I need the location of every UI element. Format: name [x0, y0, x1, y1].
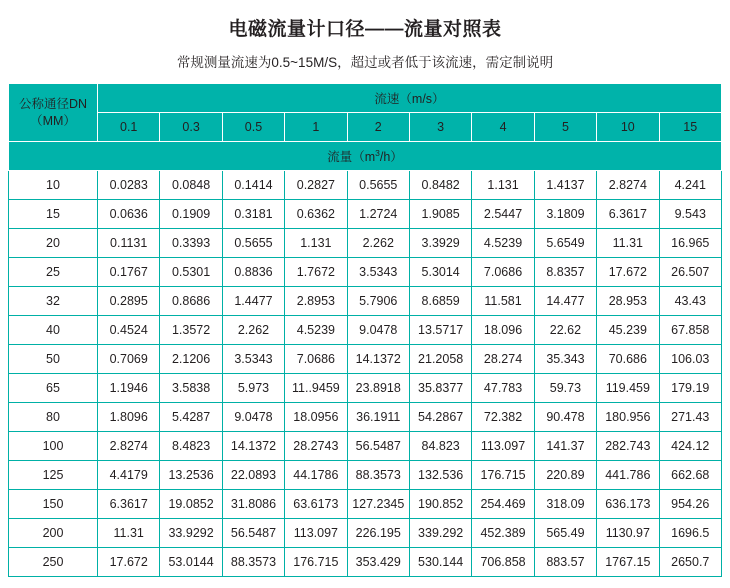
cell-flow: 2.262	[347, 229, 409, 258]
cell-flow: 5.3014	[409, 258, 471, 287]
cell-flow: 0.3181	[222, 200, 284, 229]
flow-comparison-table	[8, 83, 722, 577]
cell-flow: 1.131	[285, 229, 347, 258]
cell-flow: 5.973	[222, 374, 284, 403]
cell-dn: 200	[9, 519, 98, 548]
cell-flow: 0.4524	[98, 316, 160, 345]
cell-flow: 9.0478	[347, 316, 409, 345]
header-row-velocity-values	[9, 113, 722, 142]
cell-flow: 47.783	[472, 374, 534, 403]
cell-flow: 44.1786	[285, 461, 347, 490]
cell-flow: 954.26	[659, 490, 721, 519]
cell-flow: 530.144	[409, 548, 471, 577]
cell-dn: 50	[9, 345, 98, 374]
cell-flow: 2.8953	[285, 287, 347, 316]
table-row	[9, 258, 722, 287]
cell-flow: 1.131	[472, 171, 534, 200]
table-row	[9, 287, 722, 316]
cell-flow: 17.672	[597, 258, 659, 287]
cell-flow: 113.097	[472, 432, 534, 461]
cell-dn: 10	[9, 171, 98, 200]
cell-dn: 250	[9, 548, 98, 577]
cell-flow: 7.0686	[285, 345, 347, 374]
cell-dn: 100	[9, 432, 98, 461]
cell-flow: 0.2895	[98, 287, 160, 316]
page-subtitle: 常规测量流速为0.5~15M/S，超过或者低于该流速，需定制说明	[176, 55, 554, 70]
cell-dn: 65	[9, 374, 98, 403]
cell-flow: 1.9085	[409, 200, 471, 229]
cell-flow: 0.6362	[285, 200, 347, 229]
cell-flow: 0.7069	[98, 345, 160, 374]
cell-flow: 3.5343	[347, 258, 409, 287]
header-row-flow-band	[9, 142, 722, 171]
cell-flow: 72.382	[472, 403, 534, 432]
cell-flow: 43.43	[659, 287, 721, 316]
cell-flow: 179.19	[659, 374, 721, 403]
cell-flow: 5.4287	[160, 403, 222, 432]
cell-flow: 1.4477	[222, 287, 284, 316]
cell-flow: 1130.97	[597, 519, 659, 548]
cell-flow: 220.89	[534, 461, 596, 490]
cell-flow: 8.4823	[160, 432, 222, 461]
cell-flow: 176.715	[472, 461, 534, 490]
cell-flow: 2.8274	[98, 432, 160, 461]
velocity-value-8: 10	[597, 113, 659, 142]
cell-flow: 662.68	[659, 461, 721, 490]
cell-flow: 226.195	[347, 519, 409, 548]
cell-flow: 2650.7	[659, 548, 721, 577]
velocity-value-1: 0.3	[160, 113, 222, 142]
velocity-value-9: 15	[659, 113, 721, 142]
cell-flow: 45.239	[597, 316, 659, 345]
table-row	[9, 403, 722, 432]
table-row	[9, 200, 722, 229]
cell-flow: 59.73	[534, 374, 596, 403]
cell-flow: 8.6859	[409, 287, 471, 316]
cell-flow: 4.5239	[472, 229, 534, 258]
cell-flow: 88.3573	[347, 461, 409, 490]
cell-flow: 63.6173	[285, 490, 347, 519]
cell-flow: 0.0636	[98, 200, 160, 229]
cell-flow: 26.507	[659, 258, 721, 287]
cell-flow: 0.8836	[222, 258, 284, 287]
cell-flow: 1.7672	[285, 258, 347, 287]
cell-flow: 141.37	[534, 432, 596, 461]
flow-band-sup: 3	[375, 147, 380, 158]
table-row	[9, 548, 722, 577]
cell-flow: 0.1131	[98, 229, 160, 258]
cell-flow: 35.8377	[409, 374, 471, 403]
velocity-value-0: 0.1	[98, 113, 160, 142]
cell-flow: 4.241	[659, 171, 721, 200]
cell-flow: 88.3573	[222, 548, 284, 577]
cell-flow: 17.672	[98, 548, 160, 577]
cell-flow: 11.581	[472, 287, 534, 316]
cell-flow: 28.274	[472, 345, 534, 374]
cell-flow: 22.0893	[222, 461, 284, 490]
cell-flow: 318.09	[534, 490, 596, 519]
cell-flow: 8.8357	[534, 258, 596, 287]
cell-flow: 84.823	[409, 432, 471, 461]
velocity-value-4: 2	[347, 113, 409, 142]
cell-flow: 0.1414	[222, 171, 284, 200]
cell-flow: 1.2724	[347, 200, 409, 229]
cell-flow: 9.543	[659, 200, 721, 229]
dn-header-line2: （MM）	[30, 113, 76, 128]
table-row	[9, 374, 722, 403]
header-row-velocity	[9, 84, 722, 113]
flow-unit-band	[9, 142, 722, 171]
cell-flow: 0.1767	[98, 258, 160, 287]
cell-flow: 282.743	[597, 432, 659, 461]
table-row	[9, 432, 722, 461]
cell-flow: 28.953	[597, 287, 659, 316]
table-head	[9, 84, 722, 171]
cell-flow: 36.1911	[347, 403, 409, 432]
cell-flow: 2.262	[222, 316, 284, 345]
cell-flow: 90.478	[534, 403, 596, 432]
cell-flow: 706.858	[472, 548, 534, 577]
cell-flow: 883.57	[534, 548, 596, 577]
cell-flow: 11.31	[597, 229, 659, 258]
cell-flow: 1767.15	[597, 548, 659, 577]
cell-flow: 56.5487	[222, 519, 284, 548]
cell-flow: 1696.5	[659, 519, 721, 548]
cell-flow: 2.1206	[160, 345, 222, 374]
cell-flow: 56.5487	[347, 432, 409, 461]
cell-dn: 80	[9, 403, 98, 432]
cell-flow: 636.173	[597, 490, 659, 519]
cell-flow: 18.0956	[285, 403, 347, 432]
page-title: 电磁流量计口径——流量对照表	[228, 19, 502, 40]
table-row	[9, 461, 722, 490]
cell-flow: 23.8918	[347, 374, 409, 403]
cell-flow: 3.5838	[160, 374, 222, 403]
cell-flow: 67.858	[659, 316, 721, 345]
cell-flow: 9.0478	[222, 403, 284, 432]
cell-flow: 16.965	[659, 229, 721, 258]
cell-flow: 3.3929	[409, 229, 471, 258]
cell-dn: 40	[9, 316, 98, 345]
cell-flow: 441.786	[597, 461, 659, 490]
table-row	[9, 316, 722, 345]
cell-flow: 70.686	[597, 345, 659, 374]
velocity-value-2: 0.5	[222, 113, 284, 142]
cell-flow: 13.5717	[409, 316, 471, 345]
cell-flow: 0.3393	[160, 229, 222, 258]
cell-flow: 35.343	[534, 345, 596, 374]
cell-flow: 5.6549	[534, 229, 596, 258]
cell-dn: 15	[9, 200, 98, 229]
cell-flow: 53.0144	[160, 548, 222, 577]
cell-flow: 13.2536	[160, 461, 222, 490]
cell-flow: 33.9292	[160, 519, 222, 548]
cell-flow: 6.3617	[597, 200, 659, 229]
cell-flow: 106.03	[659, 345, 721, 374]
cell-flow: 0.5301	[160, 258, 222, 287]
column-header-velocity: 流速（m/s）	[98, 84, 722, 113]
flow-band-prefix: 流量（m	[327, 150, 376, 164]
table-row	[9, 519, 722, 548]
cell-flow: 0.5655	[222, 229, 284, 258]
cell-flow: 22.62	[534, 316, 596, 345]
cell-flow: 7.0686	[472, 258, 534, 287]
cell-dn: 125	[9, 461, 98, 490]
cell-flow: 339.292	[409, 519, 471, 548]
cell-flow: 11.31	[98, 519, 160, 548]
dn-header-line1: 公称通径DN	[18, 96, 88, 111]
cell-flow: 5.7906	[347, 287, 409, 316]
cell-flow: 0.2827	[285, 171, 347, 200]
cell-flow: 4.5239	[285, 316, 347, 345]
cell-flow: 3.5343	[222, 345, 284, 374]
cell-dn: 25	[9, 258, 98, 287]
cell-dn: 32	[9, 287, 98, 316]
table-row	[9, 345, 722, 374]
cell-flow: 28.2743	[285, 432, 347, 461]
cell-flow: 271.43	[659, 403, 721, 432]
column-header-dn	[9, 84, 98, 142]
velocity-value-5: 3	[409, 113, 471, 142]
cell-flow: 2.8274	[597, 171, 659, 200]
cell-flow: 180.956	[597, 403, 659, 432]
cell-flow: 11..9459	[285, 374, 347, 403]
table-body	[9, 171, 722, 577]
cell-flow: 0.0848	[160, 171, 222, 200]
cell-flow: 0.0283	[98, 171, 160, 200]
velocity-value-7: 5	[534, 113, 596, 142]
cell-flow: 14.1372	[347, 345, 409, 374]
table-row	[9, 171, 722, 200]
cell-flow: 0.5655	[347, 171, 409, 200]
cell-flow: 19.0852	[160, 490, 222, 519]
cell-flow: 14.1372	[222, 432, 284, 461]
velocity-value-6: 4	[472, 113, 534, 142]
cell-flow: 6.3617	[98, 490, 160, 519]
cell-flow: 190.852	[409, 490, 471, 519]
table-row	[9, 229, 722, 258]
cell-flow: 1.4137	[534, 171, 596, 200]
cell-flow: 14.477	[534, 287, 596, 316]
cell-flow: 31.8086	[222, 490, 284, 519]
cell-flow: 54.2867	[409, 403, 471, 432]
flow-band-suffix: /h）	[379, 150, 403, 164]
cell-flow: 353.429	[347, 548, 409, 577]
cell-flow: 176.715	[285, 548, 347, 577]
cell-flow: 113.097	[285, 519, 347, 548]
cell-flow: 21.2058	[409, 345, 471, 374]
cell-flow: 1.1946	[98, 374, 160, 403]
table-row	[9, 490, 722, 519]
cell-flow: 0.8482	[409, 171, 471, 200]
cell-flow: 1.3572	[160, 316, 222, 345]
cell-flow: 0.8686	[160, 287, 222, 316]
cell-flow: 3.1809	[534, 200, 596, 229]
cell-flow: 132.536	[409, 461, 471, 490]
velocity-value-3: 1	[285, 113, 347, 142]
cell-flow: 424.12	[659, 432, 721, 461]
cell-flow: 254.469	[472, 490, 534, 519]
cell-flow: 0.1909	[160, 200, 222, 229]
cell-flow: 452.389	[472, 519, 534, 548]
cell-flow: 127.2345	[347, 490, 409, 519]
cell-flow: 18.096	[472, 316, 534, 345]
cell-flow: 119.459	[597, 374, 659, 403]
cell-dn: 150	[9, 490, 98, 519]
cell-dn: 20	[9, 229, 98, 258]
cell-flow: 2.5447	[472, 200, 534, 229]
cell-flow: 1.8096	[98, 403, 160, 432]
cell-flow: 565.49	[534, 519, 596, 548]
cell-flow: 4.4179	[98, 461, 160, 490]
